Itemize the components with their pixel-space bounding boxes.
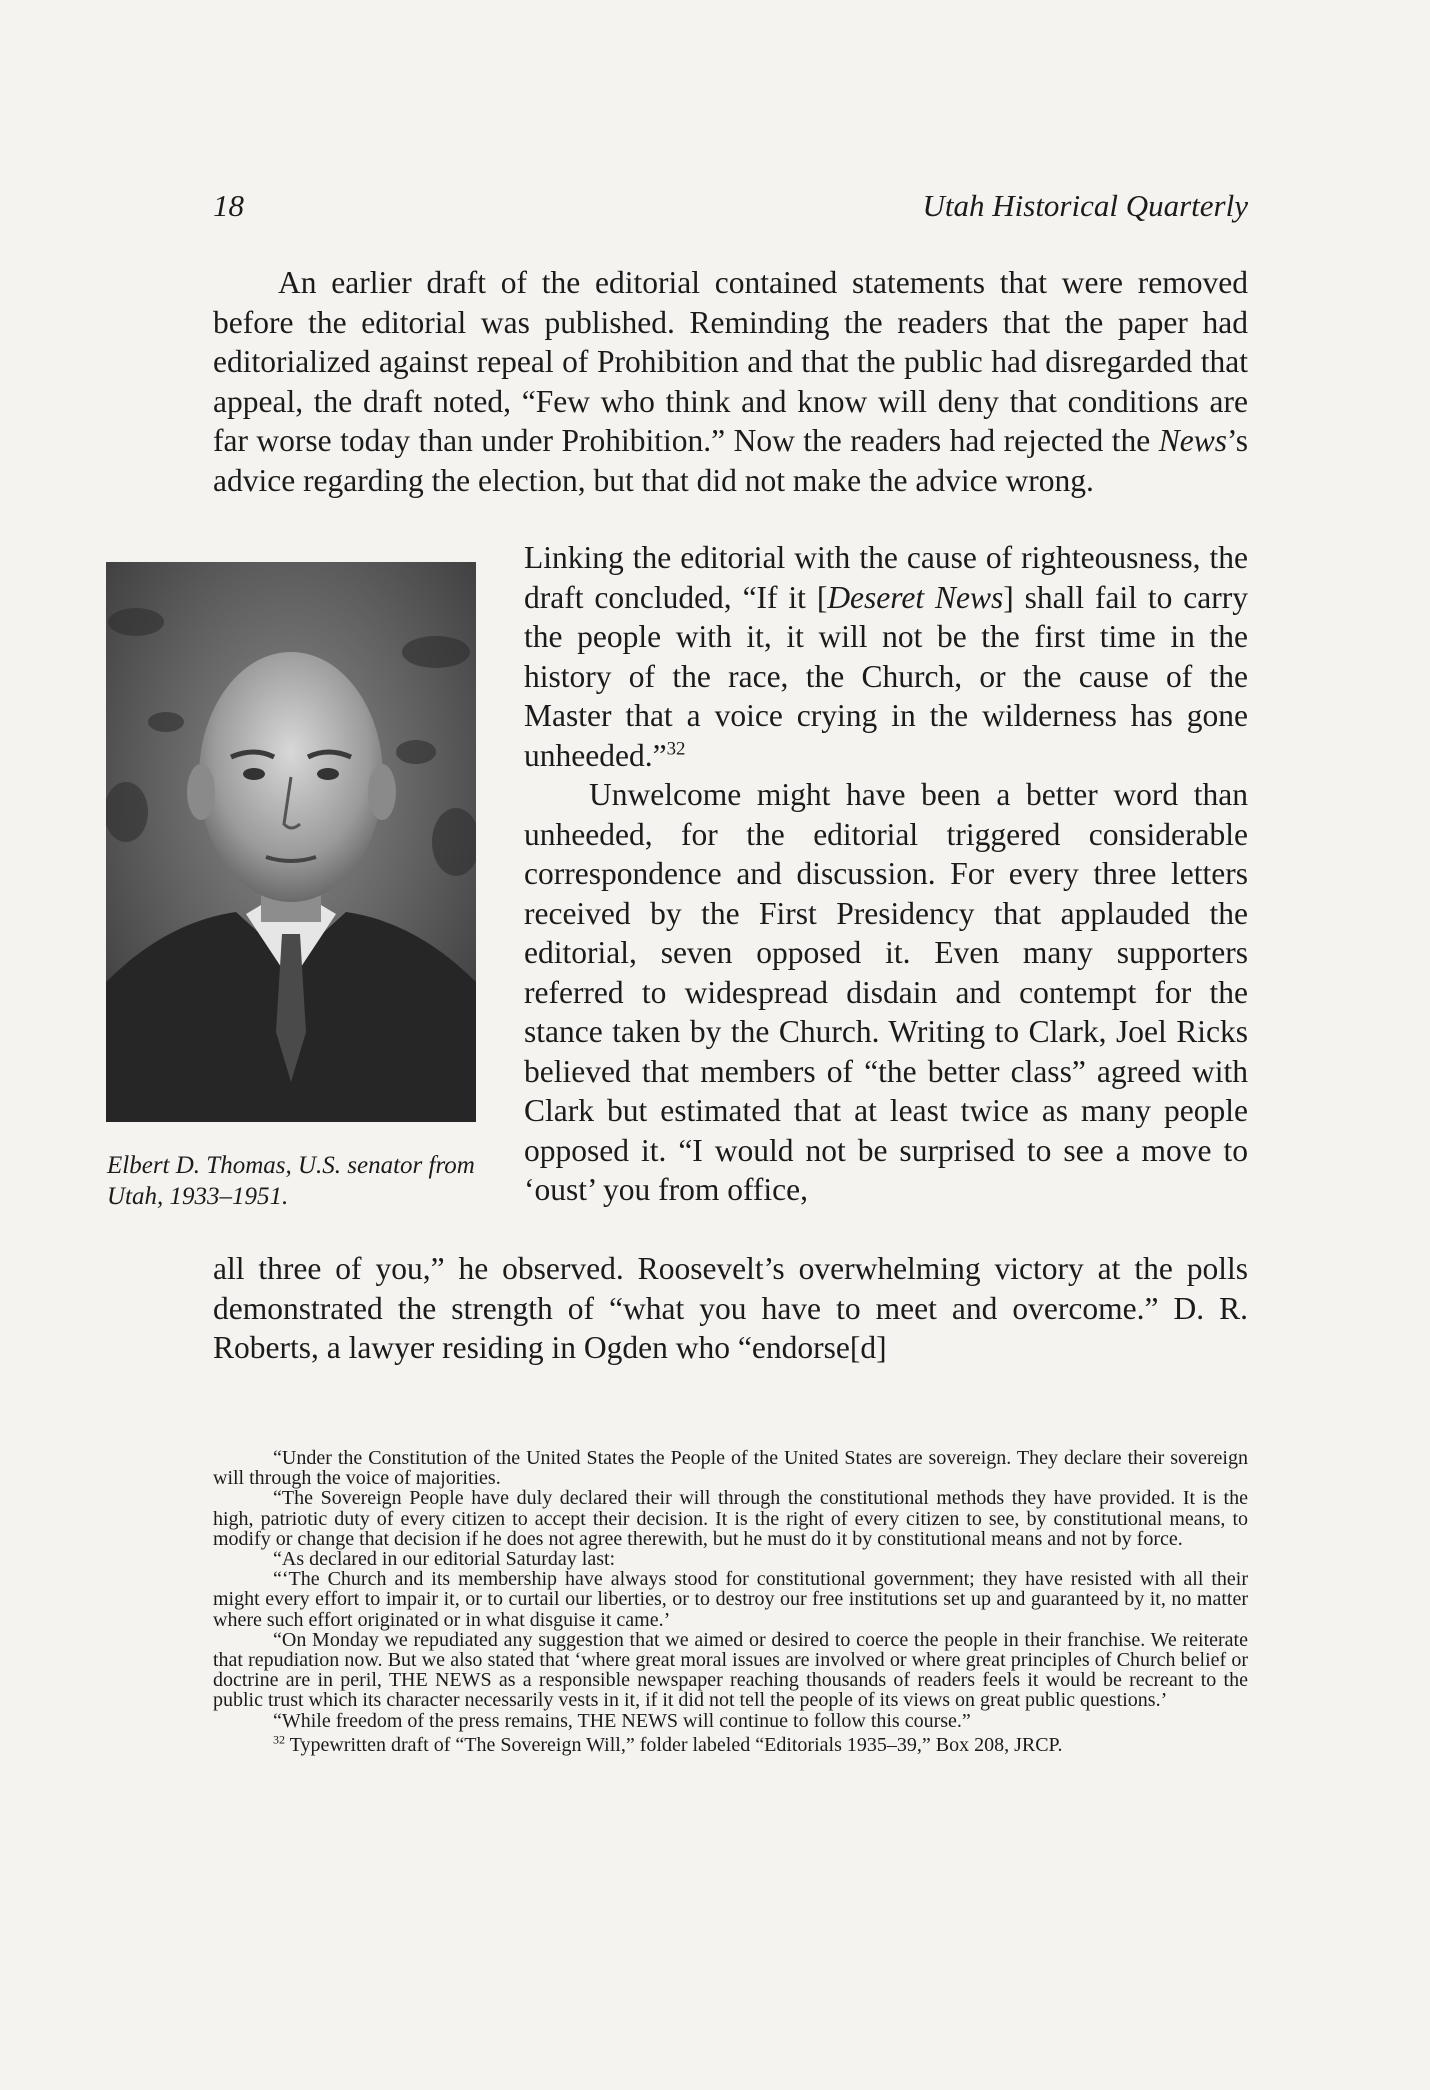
paragraph-2 bbox=[524, 538, 1248, 775]
paragraph-1-end: ’s advice regarding the election, but that did not make the advice wrong. bbox=[213, 423, 1249, 498]
footnote-32-text: Typewritten draft of “The Sovereign Will,” folder labeled “Editorials 1935–39,” Box 208, JRCP. bbox=[289, 1733, 1063, 1756]
footnote-line: “On Monday we repudiated any suggestion that we aimed or desired to coerce the people in their franchise. We reiterate that repudiation now. But we also stated that ‘where great moral issues are involved or where great principles of Church belief or doctrine are in peril, THE NEWS as a responsible newspaper reaching thousands of readers feels it would be recreant to the public trust which its character necessarily vests in it, if it did not tell the people of its views on great public questions.’ bbox=[213, 1628, 1248, 1712]
footnote-ref-32: 32 bbox=[666, 738, 686, 759]
paragraph-2-text: Linking the editorial with the cause of righteousness, the draft concluded, “If it [ bbox=[524, 540, 1248, 615]
deseret-news-italic: Deseret News bbox=[827, 579, 1004, 615]
footnote-line: “While freedom of the press remains, THE NEWS will continue to follow this course.” bbox=[273, 1709, 971, 1732]
paragraph-3-continued bbox=[213, 1249, 1248, 1368]
footnote-32 bbox=[213, 1732, 1248, 1756]
figure-caption: Elbert D. Thomas, U.S. senator from Utah, 1933–1951. bbox=[107, 1152, 475, 1210]
paragraph-3: Unwelcome might have been a better word than unheeded, for the editorial triggered considerable correspondence and discussion. For every three letters received by the First Presidency that applauded the editorial, seven opposed it. Even many supporters referred to widespread disdain and contempt for the stance taken by the Church. Writing to Clark, Joel Ricks believed that members of “the better class” agreed with Clark but estimated that at least twice as many people opposed it. “I would not be surprised to see a move to ‘oust’ you from office, bbox=[524, 777, 1248, 1207]
footnote-line: “Under the Constitution of the United States the People of the United States are sovereign. They declare their sovereign will through the voice of majorities. bbox=[213, 1447, 1248, 1490]
page-number: 18 bbox=[213, 188, 244, 223]
footnote-line: “‘The Church and its membership have always stood for constitutional government; they have resisted with all their might every effort to impair it, or to curtail our liberties, or to destroy our free institutions set up and guaranteed by it, no matter where such effort originated or in what disguise it came.’ bbox=[213, 1568, 1248, 1631]
footnote-32-number: 32 bbox=[273, 1732, 285, 1747]
footnote-line: “The Sovereign People have duly declared their will through the constitutional methods they have provided. It is the high, patriotic duty of every citizen to accept their decision. It is the right of every citizen to see, by constitutional means, to modify or change that decision if he does not agree therewith, but he must do it by constitutional means and not by force. bbox=[213, 1487, 1248, 1550]
news-italic: News bbox=[1158, 423, 1227, 458]
paragraph-2-end: ] shall fail to carry the people with it, it will not be the first time in the history of the race, the Church, or the cause of the Master that a voice crying in the wilderness has gone unheeded.” bbox=[524, 579, 1248, 773]
portrait-photo bbox=[106, 562, 476, 1122]
paragraph-1-text: An earlier draft of the editorial contained statements that were removed before the editorial was published. Reminding the readers that the paper had editorialized against repeal of Prohibition and that the public had disregarded that appeal, the draft noted, “Few who think and know will deny that conditions are far worse today than under Prohibition.” Now the readers had rejected the bbox=[213, 265, 1248, 458]
paragraph-3-end: all three of you,” he observed. Roosevelt’s overwhelming victory at the polls demonstrated the strength of “what you have to meet and overcome.” D. R. Roberts, a lawyer residing in Ogden who “endorse[d] bbox=[213, 1251, 1248, 1365]
footnote-line: “As declared in our editorial Saturday last: bbox=[273, 1548, 616, 1571]
portrait-image bbox=[106, 562, 476, 1122]
side-column bbox=[524, 538, 1248, 1210]
journal-title: Utah Historical Quarterly bbox=[922, 188, 1248, 223]
paragraph-1 bbox=[213, 263, 1248, 500]
footnotes bbox=[213, 1448, 1248, 1755]
